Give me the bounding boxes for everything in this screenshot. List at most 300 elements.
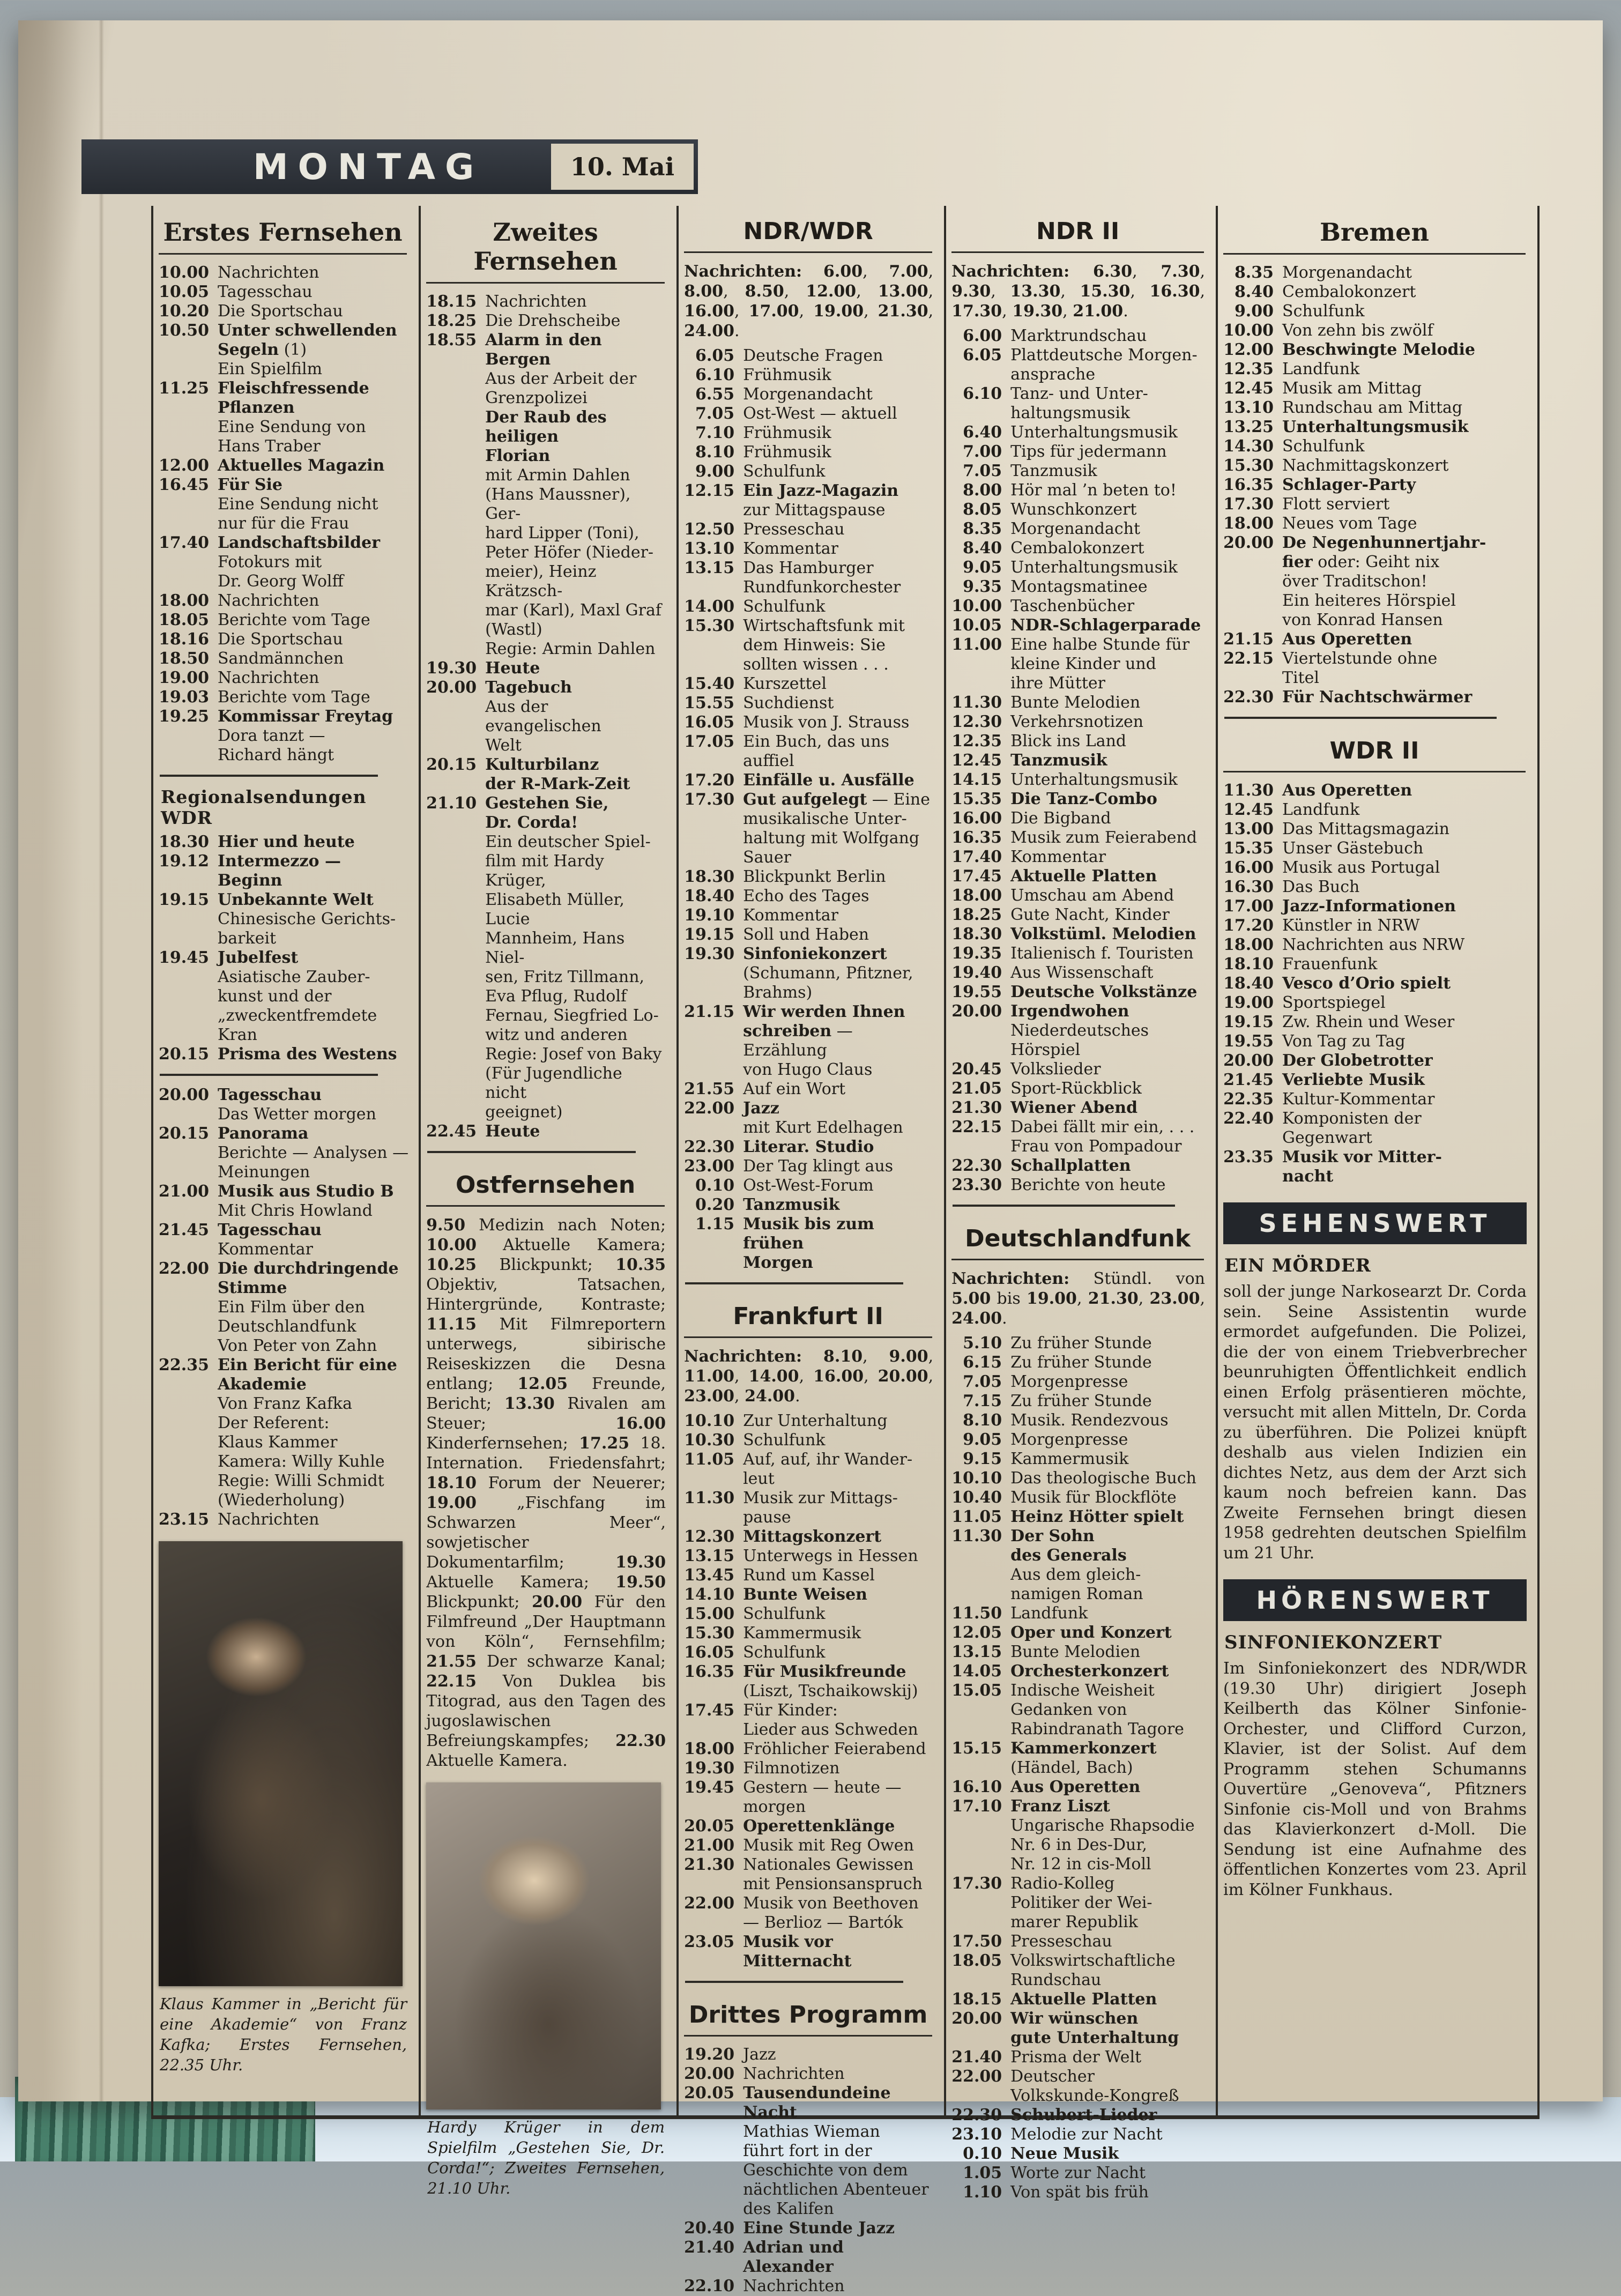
listing-entry <box>951 635 1207 693</box>
entry-time: 23.05 <box>684 1933 735 1951</box>
entry-line: Für Musikfreunde <box>743 1662 906 1681</box>
entry-time: 11.50 <box>951 1604 1002 1623</box>
entry-time: 12.00 <box>159 456 209 475</box>
entry-line: Schlager-Party <box>1282 475 1416 494</box>
entry-text <box>1010 616 1207 635</box>
listing-entry <box>684 732 935 771</box>
entry-line: fier oder: Geiht nix <box>1282 553 1440 571</box>
entry-text <box>1010 905 1207 925</box>
entry-line: Aus der evangelischen <box>485 697 601 735</box>
entry-line: Von Franz Kafka <box>218 1394 353 1413</box>
listing-entry <box>1223 781 1529 800</box>
entry-line: kunst und der <box>218 987 332 1006</box>
entry-time: 9.35 <box>963 577 1002 596</box>
entry-line: leut <box>743 1469 775 1488</box>
listing-entry <box>684 1894 935 1933</box>
entry-time: 8.40 <box>963 539 1002 558</box>
entry-line: von Konrad Hansen <box>1282 611 1443 629</box>
entry-text <box>1282 916 1529 935</box>
entry-line: Umschau am Abend <box>1010 886 1174 905</box>
entry-line: (Händel, Bach) <box>1010 1758 1133 1777</box>
entry-line: Politiker der Wei- <box>1010 1893 1152 1912</box>
station-header: Frankfurt II <box>684 1294 932 1338</box>
entry-text <box>218 1356 410 1510</box>
entry-line: Alarm in den Bergen <box>485 331 602 369</box>
entry-line: Tanz- und Unter- <box>1010 384 1148 403</box>
entry-time: 15.30 <box>1223 456 1274 475</box>
entry-text <box>1282 283 1529 302</box>
entry-time: 18.10 <box>1223 955 1274 974</box>
entry-text <box>1010 423 1207 442</box>
listing-entry <box>159 852 410 890</box>
entry-line: Schulfunk <box>743 1431 826 1450</box>
entry-time: 19.15 <box>1223 1013 1274 1031</box>
entry-line: Sauer <box>743 848 791 867</box>
entry-line: Mit Chris Howland <box>218 1201 373 1220</box>
listing-entry <box>951 2125 1207 2144</box>
entry-line: Das Wetter morgen <box>218 1105 376 1124</box>
listing-entry <box>684 1547 935 1566</box>
section-rule <box>160 1074 378 1076</box>
entry-time: 15.40 <box>684 674 735 693</box>
entry-text <box>1010 558 1207 577</box>
entry-line: Brahms) <box>743 983 813 1002</box>
listing-entry <box>684 771 935 790</box>
entry-line: Blickpunkt Berlin <box>743 867 886 886</box>
entry-text <box>743 346 935 366</box>
entry-line: der R-Mark-Zeit <box>485 775 630 793</box>
entry-time: 18.30 <box>684 867 735 886</box>
listing-entry <box>1223 418 1529 437</box>
entry-line: des Kalifen <box>743 2200 834 2218</box>
article-paragraph: soll der junge Narkosearzt Dr. Corda sein. Seine Assistentin wurde ermordet aufgefunden. Die Polizei, die der von einem Triebverbrecher beunruhigten Öffentlichkeit endlich einen Erfolg präsentieren möchte, versucht mit allen Mitteln, Dr. Corda zu überführen. Die Polizei knüpft deshalb aus vielen Indizien ein dichtes Netz, aus dem der Arzt sich kaum noch befreien kann. Das Zweite Fernsehen bringt diesen 1958 gedrehten deutschen Spielfilm um 21 Uhr. <box>1223 1282 1527 1563</box>
entry-text <box>743 1195 935 1215</box>
entry-time: 7.05 <box>963 1372 1002 1391</box>
entry-text <box>1010 925 1207 944</box>
entry-time: 18.30 <box>159 833 209 851</box>
listing-entry <box>159 1356 410 1510</box>
listing-entry <box>684 1740 935 1759</box>
entry-text <box>743 481 935 520</box>
entry-line: Musik zur Mittags- <box>743 1489 898 1507</box>
entry-text <box>1010 693 1207 712</box>
entry-line: Jazz <box>743 2045 776 2064</box>
listing-entry <box>951 751 1207 770</box>
entry-line: Hans Traber <box>218 437 321 456</box>
listing-entry <box>1223 1109 1529 1148</box>
entry-line: Volkslieder <box>1010 1060 1101 1079</box>
listing-entry <box>684 1099 935 1138</box>
entry-time: 8.35 <box>1234 263 1274 282</box>
entry-text <box>743 1836 935 1855</box>
entry-time: 10.30 <box>684 1431 735 1450</box>
column-zweites-fernsehen <box>421 206 679 2197</box>
listing-entry <box>684 867 935 887</box>
listing-entry <box>684 1489 935 1527</box>
entry-line: Aus Operetten <box>1282 630 1412 649</box>
entry-line: Nationales Gewissen <box>743 1855 914 1874</box>
column-erstes-fernsehen <box>153 206 421 2115</box>
entry-line: Aus Wissenschaft <box>1010 963 1154 982</box>
entry-line: Von spät bis früh <box>1010 2183 1149 2202</box>
entry-line: Gute Nacht, Kinder <box>1010 905 1170 924</box>
listing-entry <box>951 384 1207 423</box>
entry-time: 20.00 <box>684 2064 735 2083</box>
entry-text <box>1010 1411 1207 1430</box>
entry-text <box>218 1221 410 1259</box>
entry-text <box>1282 974 1529 993</box>
entry-line: Ungarische Rhapsodie <box>1010 1816 1195 1835</box>
entry-time: 16.35 <box>951 828 1002 847</box>
entry-line: Von Tag zu Tag <box>1282 1032 1406 1051</box>
entry-text <box>1282 1071 1529 1090</box>
listing-entry <box>159 649 410 668</box>
listing-entry <box>951 1176 1207 1195</box>
entry-text <box>743 1643 935 1662</box>
entry-time: 18.00 <box>951 886 1002 905</box>
entry-time: 17.50 <box>951 1932 1002 1951</box>
listing-entry <box>951 2144 1207 2164</box>
entry-line: Segeln (1) <box>218 340 307 359</box>
entry-time: 22.00 <box>684 1894 735 1913</box>
entry-text <box>743 694 935 713</box>
entry-line: Kommentar <box>1010 848 1106 866</box>
entry-line: mit Pensionsanspruch <box>743 1875 923 1893</box>
station-header: Drittes Programm <box>684 1993 932 2037</box>
listing-entry <box>951 1430 1207 1450</box>
listing-entry <box>951 1372 1207 1392</box>
entry-line: Auf, auf, ihr Wander- <box>743 1450 913 1469</box>
entry-line: Rundschau <box>1010 1971 1102 1989</box>
entry-time: 21.15 <box>1223 630 1274 649</box>
entry-line: Zur Unterhaltung <box>743 1411 888 1430</box>
listing-entry <box>426 331 668 659</box>
listing-entry <box>684 366 935 385</box>
entry-line: Frühmusik <box>743 423 831 442</box>
entry-time: 13.10 <box>684 539 735 558</box>
entry-line: Tausendundeine Nacht <box>743 2084 891 2122</box>
entry-time: 16.10 <box>951 1778 1002 1796</box>
entry-line: haltung mit Wolfgang <box>743 829 920 848</box>
entry-text <box>743 1002 935 1080</box>
entry-line: Dora tanzt — <box>218 726 325 745</box>
listing-entry <box>1223 533 1529 630</box>
entry-time: 21.05 <box>951 1079 1002 1098</box>
entry-line: Deutscher <box>1010 2067 1095 2086</box>
entry-line: Blick ins Land <box>1010 732 1127 751</box>
date-box <box>551 144 694 190</box>
listing-entry <box>1223 858 1529 878</box>
entry-line: Für Sie <box>218 475 282 494</box>
entry-line: Fotokurs mit <box>218 553 322 571</box>
entry-time: 1.15 <box>695 1215 735 1234</box>
listing-entry <box>951 886 1207 905</box>
entry-text <box>743 1176 935 1195</box>
entry-line: Adrian und Alexander <box>743 2238 844 2276</box>
entry-text <box>743 520 935 539</box>
entry-text <box>1010 481 1207 500</box>
entry-line: Der Globetrotter <box>1282 1051 1433 1070</box>
entry-line: Aus der Arbeit der <box>485 369 637 388</box>
photo-klaus-kammer <box>159 1541 403 1986</box>
entry-text <box>1010 1507 1207 1527</box>
entry-time: 15.15 <box>951 1739 1002 1758</box>
entry-text <box>1010 2183 1207 2202</box>
listing-entry <box>951 1797 1207 1874</box>
entry-text <box>1010 1951 1207 1990</box>
entry-line: Viertelstunde ohne <box>1282 649 1438 668</box>
listing-entry <box>684 462 935 481</box>
entry-text <box>1282 781 1529 800</box>
listing-entry <box>951 1156 1207 1176</box>
entry-time: 13.00 <box>1223 820 1274 838</box>
listing-entry <box>684 1604 935 1624</box>
entry-line: Hör mal ’n beten to! <box>1010 481 1177 500</box>
listing-entry <box>951 539 1207 558</box>
entry-time: 22.00 <box>951 2067 1002 2086</box>
listing-entry <box>159 379 410 456</box>
entry-line: Nachrichten <box>485 292 587 311</box>
entry-line: Irgendwohen <box>1010 1002 1129 1021</box>
entry-time: 17.30 <box>684 790 735 809</box>
entry-time: 10.40 <box>951 1488 1002 1507</box>
entry-line: Rabindranath Tagore <box>1010 1720 1184 1738</box>
entry-line: Sport-Rückblick <box>1010 1079 1142 1098</box>
listing-entry <box>951 1662 1207 1681</box>
entry-text <box>1010 539 1207 558</box>
entry-text <box>1010 828 1207 848</box>
entry-text <box>743 1431 935 1450</box>
dense-paragraph: 9.50 Medizin nach Noten; 10.00 Aktuelle Kamera; 10.25 Blickpunkt; 10.35 Objektiv, Tatsachen, Hintergründe, Kontraste; 11.15 Mit Filmreportern unterwegs, sibirische Reiseskizzen die Desna entlang; 12.05 Freunde, Bericht; 13.30 Rivalen am Steuer; 16.00 Kinderfernsehen; 17.25 18. Internation. Friedensfahrt; 18.10 Forum der Neuerer; 19.00 „Fischfang im Schwarzen Meer“, sowjetischer Dokumentarfilm; 19.30 Aktuelle Kamera; 19.50 Blickpunkt; 20.00 Für den Filmfreund „Der Hauptmann von Köln“, Fernsehfilm; 21.55 Der schwarze Kanal; 22.15 Von Duklea bis Titograd, aus den Tagen des jugoslawischen Befreiungskampfes; 22.30 Aktuelle Kamera. <box>426 1216 666 1770</box>
listing-entry <box>1223 283 1529 302</box>
entry-line: Presseschau <box>1010 1932 1112 1951</box>
listing-entry <box>684 1855 935 1894</box>
entry-text <box>218 890 410 948</box>
listing-entry <box>1223 398 1529 418</box>
entry-time: 12.45 <box>1223 800 1274 819</box>
entry-line: Morgenandacht <box>1282 263 1412 282</box>
listing-entry <box>951 828 1207 848</box>
entry-time: 17.40 <box>951 848 1002 866</box>
listing-entry <box>951 712 1207 732</box>
entry-text <box>743 925 935 945</box>
entry-line: Die Tanz-Combo <box>1010 790 1157 808</box>
entry-line: Geschichte von dem <box>743 2161 908 2180</box>
entry-line: Eine Sendung nicht <box>218 495 378 514</box>
listing-entry <box>951 1098 1207 1118</box>
entry-line: Nachrichten <box>218 263 319 282</box>
entry-line: Melodie zur Nacht <box>1010 2125 1163 2144</box>
listing-entry <box>951 983 1207 1002</box>
entry-line: Franz Liszt <box>1010 1797 1110 1816</box>
entry-text <box>1282 955 1529 974</box>
entry-line: Volkswirtschaftliche <box>1010 1951 1176 1970</box>
listing-entry <box>684 539 935 559</box>
listing-entry <box>951 1392 1207 1411</box>
entry-text <box>743 2238 935 2277</box>
date-label: 10. Mai <box>570 152 675 181</box>
entry-time: 21.55 <box>684 1080 735 1098</box>
listing-entry <box>951 558 1207 577</box>
listing-entry <box>951 1469 1207 1488</box>
entry-text <box>1282 514 1529 533</box>
entry-text <box>743 404 935 423</box>
entry-text <box>743 366 935 385</box>
entry-line: Frühmusik <box>743 443 831 462</box>
listing-entry <box>426 1122 668 1141</box>
entry-line: Unterhaltungsmusik <box>1010 558 1178 577</box>
entry-text <box>1282 360 1529 379</box>
entry-time: 22.15 <box>1223 649 1274 668</box>
entry-time: 20.15 <box>159 1124 209 1143</box>
entry-text <box>485 755 668 794</box>
entry-line: Oper und Konzert <box>1010 1623 1172 1642</box>
column-ndr-wdr <box>679 206 946 2295</box>
entry-line: Chinesische Gerichts- <box>218 910 396 928</box>
entry-time: 22.35 <box>159 1356 209 1374</box>
entry-line: Frühmusik <box>743 366 831 384</box>
entry-line: Musik aus Portugal <box>1282 858 1440 877</box>
entry-time: 21.00 <box>159 1182 209 1201</box>
entry-line: mit Armin Dahlen <box>485 466 630 485</box>
listing-entry <box>1223 630 1529 649</box>
listing-entry <box>951 346 1207 384</box>
entry-time: 22.35 <box>1223 1090 1274 1109</box>
entry-line: kleine Kinder und <box>1010 655 1156 673</box>
entry-text <box>1010 1469 1207 1488</box>
entry-line: Unbekannte Welt <box>218 890 374 909</box>
entry-time: 21.15 <box>684 1002 735 1021</box>
listing-entry <box>951 848 1207 867</box>
listing-entry <box>684 2238 935 2277</box>
station-header: WDR II <box>1223 729 1526 772</box>
entry-time: 6.10 <box>963 384 1002 403</box>
entry-line: Operettenklänge <box>743 1817 895 1836</box>
entry-time: 7.05 <box>963 462 1002 480</box>
entry-time: 8.10 <box>963 1411 1002 1430</box>
entry-text <box>743 1450 935 1489</box>
entry-text <box>743 906 935 925</box>
entry-line: Titel <box>1282 668 1320 687</box>
listing-entry <box>684 1759 935 1778</box>
entry-line: Aus Operetten <box>1010 1778 1141 1796</box>
entry-time: 11.00 <box>951 635 1002 654</box>
entry-text <box>1010 770 1207 790</box>
entry-line: barkeit <box>218 929 277 948</box>
section-rule <box>953 1205 1175 1207</box>
entry-text <box>218 649 410 668</box>
entry-text <box>1010 2067 1207 2106</box>
listing-entry <box>684 1138 935 1157</box>
entry-line: Tips für jedermann <box>1010 442 1167 461</box>
entry-time: 11.30 <box>1223 781 1274 800</box>
entry-text <box>218 611 410 630</box>
entry-line: Schulfunk <box>1282 302 1365 321</box>
entry-line: Mittagskonzert <box>743 1527 882 1546</box>
entry-line: von Hugo Claus <box>743 1060 873 1079</box>
entry-text <box>1010 1098 1207 1118</box>
entry-text <box>1282 495 1529 514</box>
entry-line: Beschwingte Melodie <box>1282 340 1475 359</box>
entry-text <box>1010 519 1207 539</box>
entry-line: mit Kurt Edelhagen <box>743 1118 903 1137</box>
entry-time: 21.30 <box>684 1855 735 1874</box>
entry-line: Musik am Mittag <box>1282 379 1422 398</box>
entry-line: Zu früher Stunde <box>1010 1392 1152 1410</box>
entry-text <box>1010 1060 1207 1079</box>
entry-time: 22.30 <box>951 2106 1002 2124</box>
entry-line: Ein Jazz-Magazin <box>743 481 899 500</box>
listing-entry <box>684 404 935 423</box>
entry-time: 21.45 <box>159 1221 209 1239</box>
entry-line: pause <box>743 1508 791 1527</box>
entry-text <box>1010 1392 1207 1411</box>
entry-time: 8.05 <box>963 500 1002 519</box>
entry-line: Ein deutscher Spiel- <box>485 833 651 851</box>
entry-time: 15.05 <box>951 1681 1002 1700</box>
listing-entry <box>951 577 1207 597</box>
entry-line: witz und anderen <box>485 1026 628 1044</box>
entry-time: 13.15 <box>684 1547 735 1565</box>
entry-line: Frau von Pompadour <box>1010 1137 1182 1156</box>
entry-line: Jazz-Informationen <box>1282 897 1456 916</box>
entry-line: Die Drehscheibe <box>485 311 621 330</box>
entry-time: 15.35 <box>1223 839 1274 858</box>
listing-entry <box>159 1124 410 1182</box>
listing-entry <box>951 1951 1207 1990</box>
entry-line: Tanzmusik <box>1010 751 1107 770</box>
listing-entry <box>159 688 410 707</box>
entry-time: 6.05 <box>963 346 1002 365</box>
entry-time: 16.05 <box>684 1643 735 1662</box>
entry-time: 19.30 <box>684 1759 735 1778</box>
entry-time: 16.45 <box>159 475 209 494</box>
listing-entry <box>1223 688 1529 707</box>
entry-line: Hier und heute <box>218 833 355 851</box>
listing-entry <box>951 519 1207 539</box>
listing-entry <box>1223 456 1529 475</box>
entry-time: 11.25 <box>159 379 209 398</box>
entry-line: Marktrundschau <box>1010 326 1147 345</box>
entry-time: 16.35 <box>1223 475 1274 494</box>
entry-line: Das Buch <box>1282 878 1360 896</box>
entry-text <box>743 867 935 887</box>
entry-text <box>485 292 668 311</box>
listing-entry <box>951 1002 1207 1060</box>
station-header: Erstes Fernsehen <box>159 209 407 255</box>
listing-entry <box>426 311 668 331</box>
entry-line: Kamera: Willy Kuhle <box>218 1452 385 1471</box>
entry-text <box>743 1604 935 1624</box>
entry-line: Ost-West — aktuell <box>743 404 897 423</box>
entry-time: 23.10 <box>951 2125 1002 2144</box>
entry-line: Niederdeutsches <box>1010 1021 1149 1040</box>
entry-time: 17.00 <box>1223 897 1274 916</box>
entry-text <box>1010 1874 1207 1932</box>
entry-line: Florian <box>485 447 551 465</box>
entry-line: Fernau, Siegfried Lo- <box>485 1006 659 1025</box>
entry-line: Unter schwellenden <box>218 321 397 340</box>
entry-time: 6.05 <box>695 346 735 365</box>
entry-time: 10.20 <box>159 302 209 321</box>
entry-line: ihre Mütter <box>1010 674 1105 693</box>
listing-entry <box>426 794 668 1122</box>
entry-line: Mitternacht <box>743 1952 852 1971</box>
listing-entry <box>684 1157 935 1176</box>
entry-text <box>1010 963 1207 983</box>
entry-time: 11.30 <box>951 1527 1002 1545</box>
listing-entry <box>684 906 935 925</box>
